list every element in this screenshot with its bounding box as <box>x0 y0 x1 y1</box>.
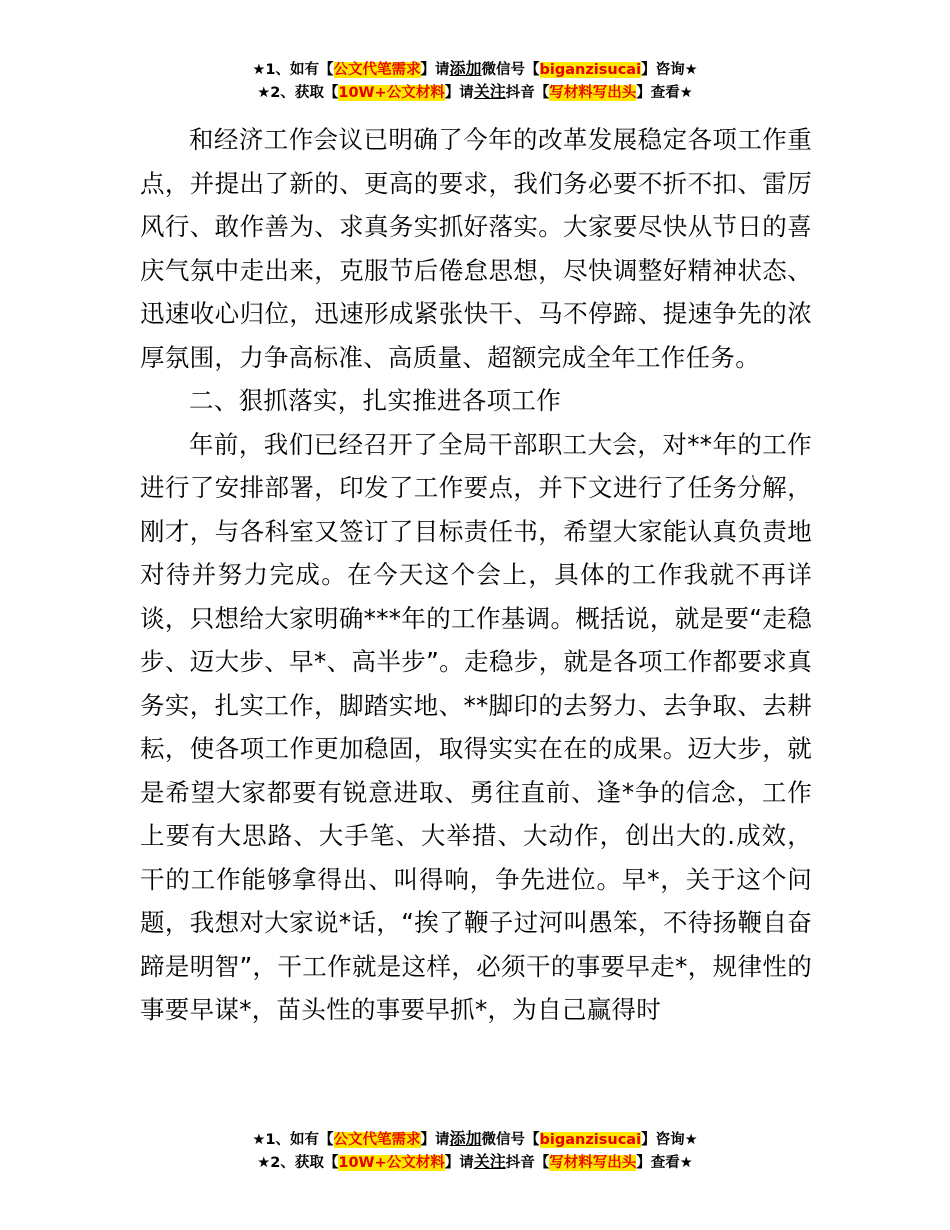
section-heading: 二、狠抓落实，扎实推进各项工作 <box>189 386 561 415</box>
document-body <box>140 118 812 1032</box>
highlight-douyin-id: 写材料写出头 <box>549 1155 637 1171</box>
banner-line-1: ★1、如有【公文代笔需求】请添加微信号【biganzisucai】咨询★ <box>252 59 698 78</box>
highlight-wechat-id: biganzisucai <box>539 62 642 78</box>
highlight-wechat-id: biganzisucai <box>539 1132 642 1148</box>
banner-line-2: ★2、获取【10W+公文材料】请关注抖音【写材料写出头】查看★ <box>257 82 693 101</box>
banner-line-1: ★1、如有【公文代笔需求】请添加微信号【biganzisucai】咨询★ <box>252 1129 698 1148</box>
highlight-service: 公文代笔需求 <box>333 1132 421 1148</box>
header-banner <box>0 58 950 104</box>
paragraph: 年前，我们已经召开了全局干部职工大会，对**年的工作进行了安排部署，印发了工作要点，并下文进行了任务分解，刚才，与各科室又签订了目标责任书，希望大家能认真负责地对待并努力完成。在今天这个会上，具体的工作我就不再详谈，只想给大家明确***年的工作基调。概括说，就是要“走稳步、迈大步、早*、高半步”。走稳步，就是各项工作都要求真务实，扎实工作，脚踏实地、**脚印的去努力、去争取、去耕耘，使各项工作更加稳固，取得实实在在的成果。迈大步，就是希望大家都要有锐意进取、勇往直前、逢*争的信念，工作上要有大思路、大手笔、大举措、大动作，创出大的.成效，干的工作能够拿得出、叫得响，争先进位。早*，关于这个问题，我想对大家说*话，“挨了鞭子过河叫愚笨，不待扬鞭自奋蹄是明智”，干工作就是这样，必须干的事要早走*，规律性的事要早谋*，苗头性的事要早抓*，为自己赢得时 <box>140 429 812 1024</box>
highlight-service: 公文代笔需求 <box>333 62 421 78</box>
highlight-douyin-id: 写材料写出头 <box>549 85 637 101</box>
highlight-materials: 10W+公文材料 <box>338 1155 445 1171</box>
paragraph: 和经济工作会议已明确了今年的改革发展稳定各项工作重点，并提出了新的、更高的要求，我们务必要不折不扣、雷厉风行、敢作善为、求真务实抓好落实。大家要尽快从节日的喜庆气氛中走出来，克服节后倦怠思想，尽快调整好精神状态、迅速收心归位，迅速形成紧张快干、马不停蹄、提速争先的浓厚氛围，力争高标准、高质量、超额完成全年工作任务。 <box>140 125 812 372</box>
highlight-materials: 10W+公文材料 <box>338 85 445 101</box>
banner-line-2: ★2、获取【10W+公文材料】请关注抖音【写材料写出头】查看★ <box>257 1152 693 1171</box>
footer-banner <box>0 1128 950 1174</box>
